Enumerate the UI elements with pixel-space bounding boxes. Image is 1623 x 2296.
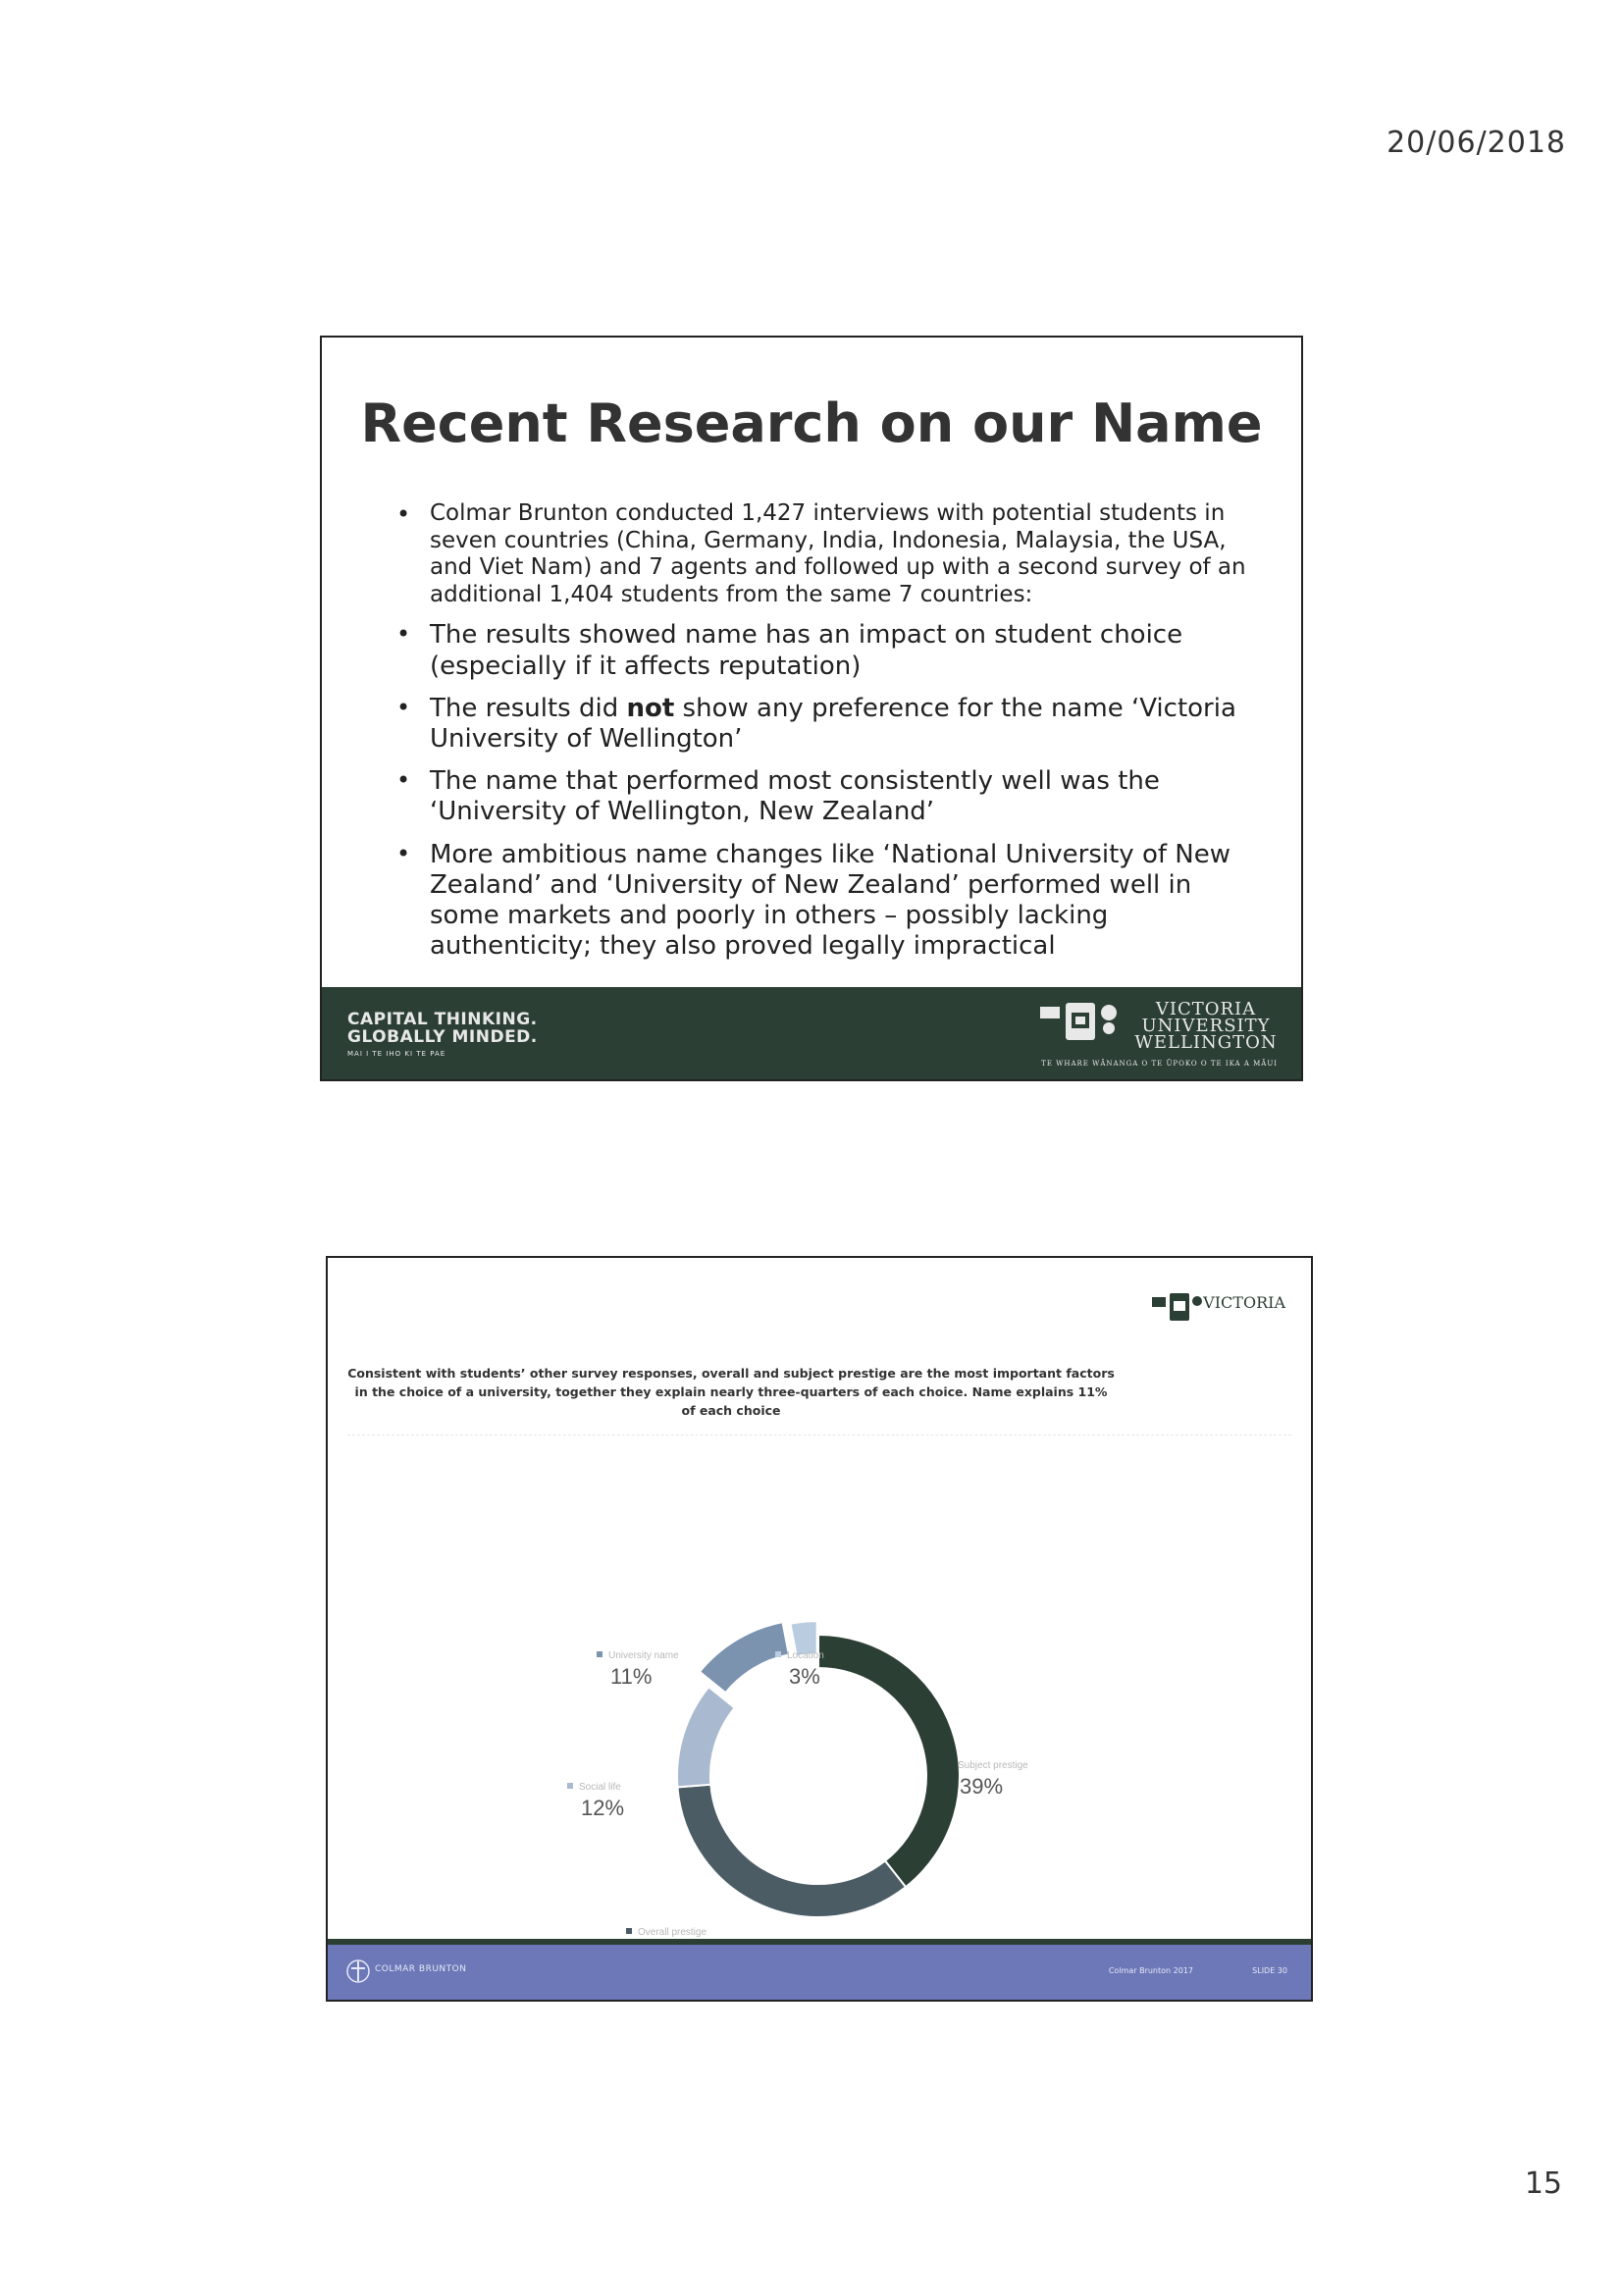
university-subtitle: TE WHARE WĀNANGA O TE ŪPOKO O TE IKA A MĀUI <box>1041 1060 1278 1068</box>
bullet-text: The results showed name has an impact on student choice (especially if it affects reputation) <box>430 620 1183 681</box>
bullet-list <box>381 500 1262 973</box>
bullet-item <box>430 620 1262 681</box>
slice-label: University name <box>608 1650 679 1661</box>
footer-copyright: Colmar Brunton 2017 <box>1108 1966 1193 1975</box>
donut-slice-subject-prestige <box>818 1635 960 1887</box>
slice-label: Location <box>787 1650 824 1661</box>
bullet-text: The name that performed most consistently well was the ‘University of Wellington, New Zealand’ <box>430 766 1160 827</box>
bullet-text: The results did <box>430 693 627 723</box>
slide-headline: Consistent with students’ other survey responses, overall and subject prestige are the most important factors in the choice of a university, together they explain nearly three-quarters of each choice. Name explains 11% of each choice <box>347 1366 1115 1418</box>
bullet-text: More ambitious name changes like ‘National University of New Zealand’ and ‘University of New Zealand’ performed well in some markets and poorly in others – possibly lacking authenticity; they also proved legally impractical <box>430 839 1230 962</box>
slice-value-label: 39% <box>960 1774 1004 1799</box>
slice-label: Social life <box>579 1782 621 1793</box>
bullet-item <box>430 766 1262 827</box>
slice-value-label: 3% <box>789 1664 820 1689</box>
slice-value-label: 12% <box>581 1796 625 1820</box>
tagline-small: MAI I TE IHO KI TE PAE <box>347 1050 446 1058</box>
slice-label: Subject prestige <box>958 1760 1028 1771</box>
footer-slide-number: SLIDE 30 <box>1252 1966 1287 1975</box>
slice-value-label: 11% <box>610 1664 653 1689</box>
donut-slice-university-name <box>700 1622 789 1693</box>
page-number: 15 <box>1524 2166 1562 2201</box>
bullet-item <box>430 694 1262 755</box>
legend-swatch <box>597 1651 602 1657</box>
colmar-brunton-icon <box>345 1958 371 1984</box>
university-crest-icon <box>1036 999 1125 1046</box>
university-wordmark: VICTORIA UNIVERSITY WELLINGTON <box>1134 999 1278 1053</box>
donut-slice-social-life <box>677 1687 735 1787</box>
slice-label: Overall prestige <box>638 1927 707 1938</box>
bullet-text: Colmar Brunton conducted 1,427 interviews with potential students in seven countries (China, Germany, India, Indonesia, Malaysia, the USA, and Viet Nam) and 7 agents and followed up with a second survey of an additional 1,404 students from the same 7 countries: <box>430 500 1246 607</box>
legend-swatch <box>567 1783 573 1789</box>
bullet-emphasis: not <box>626 693 675 723</box>
legend-swatch <box>946 1761 952 1767</box>
bullet-text: show any preference for the name ‘Victoria University of Wellington’ <box>430 693 1236 754</box>
slide-footer <box>328 1945 1311 2000</box>
legend-swatch <box>775 1651 781 1657</box>
slide-footer <box>322 987 1301 1079</box>
bullet-item <box>430 500 1262 608</box>
slide-title: Recent Research on our Name <box>360 392 1263 454</box>
donut-chart <box>328 1258 1313 2002</box>
slide-research-name <box>320 336 1303 1081</box>
page-date: 20/06/2018 <box>1387 126 1566 160</box>
bullet-item <box>430 840 1262 963</box>
victoria-logo-text: VICTORIA <box>1203 1293 1285 1312</box>
slide-choice-factors <box>326 1256 1313 2002</box>
footer-brand: COLMAR BRUNTON <box>375 1964 467 1974</box>
donut-slice-overall-prestige <box>677 1785 906 1917</box>
tagline: CAPITAL THINKING. GLOBALLY MINDED. <box>347 1010 538 1047</box>
legend-swatch <box>626 1928 632 1934</box>
